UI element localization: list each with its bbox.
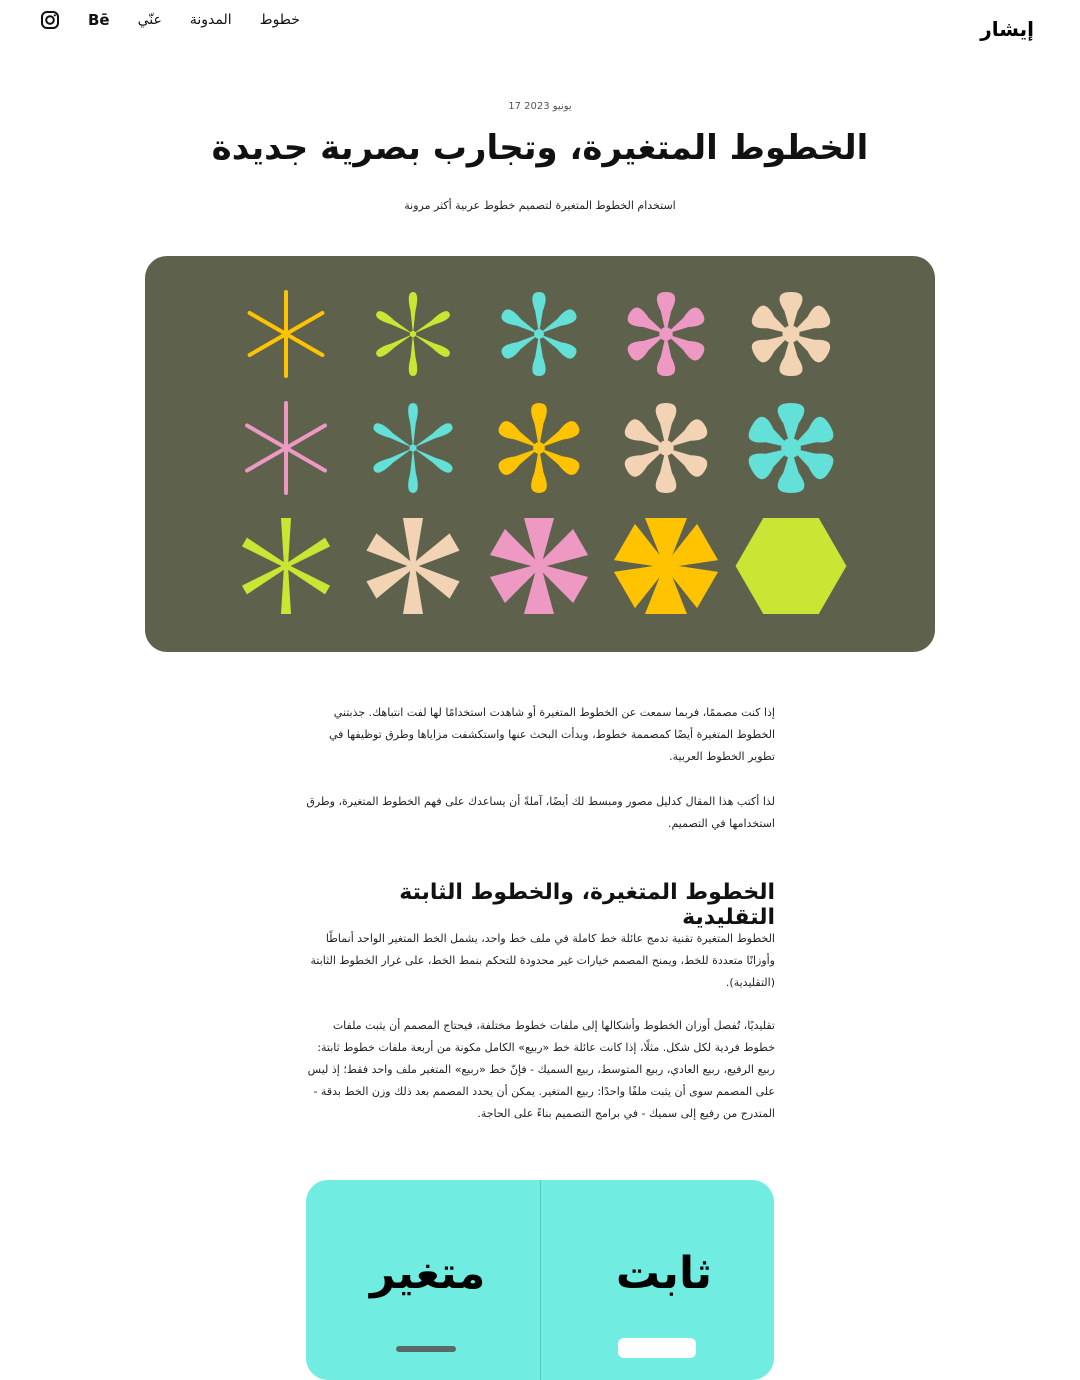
post-subtitle: استخدام الخطوط المتغيرة لتصميم خطوط عربية أكثر مرونة [404,199,676,212]
logo-text: إيشار [980,17,1034,41]
instagram-icon[interactable] [40,10,60,30]
fixed-label: ثابت [615,1248,712,1299]
asterisk-shape [614,518,718,614]
top-nav [40,10,300,30]
variable-label: متغير [370,1248,486,1299]
paragraph-definition: الخطوط المتغيرة تقنية تدمج عائلة خط كاملة في ملف خط واحد، يشمل الخط المتغير الواحد أنماطًا وأوزانًا متعددة للخط، ويمنح المصمم خيارات غير محدودة للتحكم بنمط الخط، على غرار الخطوط الثابتة (التقليدية). [310,932,775,989]
asterisk-shape [247,290,325,378]
comparison-divider [540,1180,541,1380]
asterisk-shape [366,518,459,614]
fixed-vs-variable-illustration [306,1180,774,1380]
asterisk-shape [499,292,578,376]
asterisk-shape [490,518,588,614]
asterisk-shape [735,518,846,614]
asterisk-shape [745,403,836,493]
asterisk-shape [244,401,327,495]
asterisk-shape [242,518,330,614]
site-logo[interactable] [980,14,1034,44]
hero-image [145,256,935,652]
nav-fonts-link[interactable]: خطوط [259,12,300,28]
site-header [0,0,1080,50]
paragraph-traditional: تقليديًا، تُفصل أوزان الخطوط وأشكالها إلى ملفات خطوط مختلفة، فيحتاج المصمم أن يثبت ملفات خطوط فردية لكل شكل. مثلًا، إذا كانت عائلة خط «ربيع» الكامل مكونة من أربعة ملفات خطوط ثابتة: ربيع الرفيع، ربيع العادي، ربيع المتوسط، ربيع السميك - فإنّ خط «ربيع» المتغير ملف واحد فقط؛ إذ ليس على المصمم سوى أن يثبت ملفًا واحدًا: ربيع المتغير. يمكن أن يحدد المصمم بعد ذلك وزن الخط بدقة - المتدرج من رفيع إلى سميك - في برامج التصميم بناءً على الحاجة. [307,1019,775,1120]
asterisk-shape [372,403,455,493]
asterisk-shape [625,292,707,376]
asterisk-grid-illustration [145,256,935,652]
asterisk-shape [496,403,582,493]
post-title: الخطوط المتغيرة، وتجارب بصرية جديدة [211,128,869,168]
weight-slider [396,1346,456,1352]
behance-icon[interactable]: Bē [88,11,110,29]
paragraph-intro: إذا كنت مصممًا، فربما سمعت عن الخطوط المتغيرة أو شاهدت استخدامًا لها لفت انتباهك. جذبتني الخطوط المتغيرة أيضًا كمصممة خطوط، وبدأت البحث عنها واستكشفت مزاياها وطرق توظيفها في تطوير الخطوط العربية. [328,706,775,763]
paragraph-purpose: لذا أكتب هذا المقال كدليل مصور ومبسط لك أيضًا، آملةً أن يساعدك على فهم الخطوط المتغيرة، وطرق استخدامها في التصميم. [306,795,775,830]
weight-chip [618,1338,696,1358]
asterisk-shape [749,292,833,376]
post-date: 17 يونيو 2023 [508,101,572,112]
asterisk-shape [375,292,452,376]
nav-blog-link[interactable]: المدونة [189,12,232,28]
asterisk-shape [622,403,710,493]
nav-about-link[interactable]: عنّي [137,12,162,28]
section-heading: الخطوط المتغيرة، والخطوط الثابتة التقليدية [399,880,775,930]
